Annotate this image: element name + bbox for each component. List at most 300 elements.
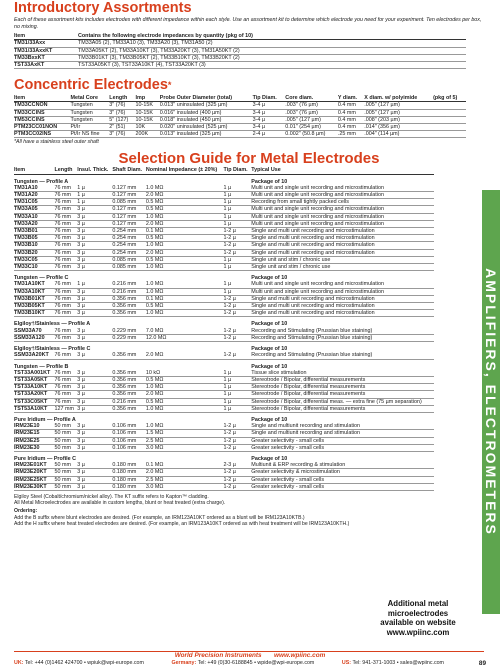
electrode-cell: 1.0 MΩ (146, 423, 224, 430)
electrode-cell: Greater selectivity - small cells (251, 476, 434, 483)
electrode-cell: 76 mm (55, 213, 78, 220)
concentric-cell: Tungsten (70, 102, 109, 109)
concentric-cell (433, 109, 466, 116)
electrode-cell: 76 mm (55, 391, 78, 398)
selection-group-header (14, 412, 434, 423)
electrode-cell: 3 µ (77, 295, 112, 302)
page-footer (0, 651, 500, 669)
electrode-cell: 76 mm (55, 185, 78, 192)
concentric-row (14, 124, 466, 131)
electrode-cell: 1-2 µ (224, 334, 252, 341)
concentric-cell: 10-15K (136, 109, 160, 116)
footer-contacts (14, 660, 444, 666)
selection-group-header (14, 174, 434, 185)
concentric-cell: .005" (127 µm) (364, 102, 433, 109)
electrode-cell: 3 µ (77, 228, 112, 235)
electrode-cell: 76 mm (55, 206, 78, 213)
electrode-cell: 50 mm (55, 462, 78, 469)
ordering-title: Ordering: (14, 508, 38, 515)
electrode-cell: 3 µ (77, 423, 112, 430)
electrode-row (14, 469, 434, 476)
selection-col-header: Insul. Thick. (77, 167, 112, 174)
electrode-cell: Multi unit and single unit recording and microstimulation (251, 185, 434, 192)
concentric-cell: .003" (76 µm) (285, 102, 338, 109)
electrode-row (14, 352, 434, 359)
electrode-cell: 3 µ (77, 242, 112, 249)
group-package: Package of 10 (251, 363, 288, 370)
electrode-cell: 76 mm (55, 256, 78, 263)
footnote-custom: All Metal Microelectrodes are available in custom lengths, blunt or heat treated (extra charge). (14, 500, 226, 507)
electrode-cell: 76 mm (55, 328, 78, 335)
concentric-cell: 200K (136, 131, 160, 138)
electrode-row (14, 213, 434, 220)
electrode-row (14, 249, 434, 256)
electrode-cell: 0.5 MΩ (146, 303, 224, 310)
electrode-cell: Greater selectivity & microstimulation (251, 469, 434, 476)
electrode-row (14, 444, 434, 451)
electrode-row (14, 192, 434, 199)
electrode-cell: 1.0 MΩ (146, 384, 224, 391)
electrode-item-code: TST53A10KT (14, 405, 55, 412)
electrode-cell: Single and multi unit recording and microstimulation (251, 242, 434, 249)
group-package: Package of 10 (251, 178, 288, 185)
electrode-cell: 0.180 mm (112, 469, 146, 476)
concentric-cell: 2-4 µ (253, 131, 286, 138)
electrode-cell: 76 mm (55, 281, 78, 288)
electrode-cell: 3 µ (77, 334, 112, 341)
electrode-item-code: IRM23E01KT (14, 462, 55, 469)
electrode-cell: 1.0 MΩ (146, 213, 224, 220)
section-side-tab (482, 190, 500, 614)
selection-table (14, 167, 434, 491)
electrode-cell: 3 µ (77, 405, 112, 412)
electrode-cell: 76 mm (55, 199, 78, 206)
electrode-cell: 1 µ (77, 185, 112, 192)
electrode-cell: 1.0 MΩ (146, 288, 224, 295)
electrode-item-code: TST33C05KT (14, 398, 55, 405)
concentric-cell (433, 102, 466, 109)
electrode-cell: 1-2 µ (224, 228, 252, 235)
selection-col-header: Length (55, 167, 78, 174)
electrode-cell: 76 mm (55, 384, 78, 391)
electrode-cell: 1.0 MΩ (146, 310, 224, 317)
concentric-cell: .008" (203 µm) (364, 116, 433, 123)
electrode-cell: 1-2 µ (224, 483, 252, 490)
electrode-cell: 2.0 MΩ (146, 469, 224, 476)
electrode-cell: 3 µ (77, 444, 112, 451)
electrode-cell: 3 µ (77, 469, 112, 476)
concentric-cell: Pt/Ir NS fine (70, 131, 109, 138)
electrode-item-code: SSM33A70 (14, 328, 55, 335)
electrode-cell: 76 mm (55, 334, 78, 341)
electrode-item-code: TM33B05 (14, 235, 55, 242)
electrode-cell: 0.127 mm (112, 206, 146, 213)
electrode-item-code: TM33A05 (14, 206, 55, 213)
electrode-cell: 1 µ (224, 370, 252, 377)
electrode-cell: 76 mm (55, 264, 78, 271)
intro-item-code: TST33AxKT (14, 62, 78, 69)
electrode-cell: 3 µ (77, 352, 112, 359)
selection-group-header (14, 342, 434, 353)
electrode-cell: 0.254 mm (112, 235, 146, 242)
concentric-cell: 0.4 mm (338, 116, 364, 123)
concentric-cell: .005" (127 µm) (364, 109, 433, 116)
electrode-cell: 1 µ (77, 281, 112, 288)
concentric-cell (433, 116, 466, 123)
electrode-cell: 3 µ (77, 384, 112, 391)
electrode-cell: 3 µ (77, 398, 112, 405)
intro-col-item: Item (14, 33, 78, 40)
electrode-cell: 76 mm (55, 295, 78, 302)
electrode-cell: Stereotrode / Bipolar, differential measurements (251, 391, 434, 398)
electrode-cell: 2.0 MΩ (146, 352, 224, 359)
electrode-cell: 0.106 mm (112, 423, 146, 430)
intro-item-code: TM33BxxKT (14, 54, 78, 61)
electrode-item-code: SSM33A20KT (14, 352, 55, 359)
electrode-cell: 0.106 mm (112, 444, 146, 451)
electrode-cell: 1 µ (77, 192, 112, 199)
electrode-cell: Stereotrode / Bipolar, differential measurements (251, 384, 434, 391)
electrode-cell: Multi unit and single unit recording and microstimulation (251, 281, 434, 288)
electrode-row (14, 303, 434, 310)
group-package: Package of 10 (251, 416, 288, 423)
electrode-cell: 3 µ (77, 483, 112, 490)
electrode-cell: 2.0 MΩ (146, 391, 224, 398)
concentric-item-code: PTM3CC02INS (14, 131, 70, 138)
selection-group-header (14, 317, 434, 328)
concentric-row (14, 109, 466, 116)
electrode-cell: 0.180 mm (112, 462, 146, 469)
electrode-cell: 3 µ (77, 476, 112, 483)
electrode-cell: 76 mm (55, 228, 78, 235)
electrode-cell: 0.180 mm (112, 476, 146, 483)
intro-row (14, 47, 466, 54)
electrode-item-code: IRM23E10 (14, 423, 55, 430)
electrode-cell: 1.0 MΩ (146, 185, 224, 192)
electrode-cell: 50 mm (55, 476, 78, 483)
electrode-cell: 12.0 MΩ (146, 334, 224, 341)
electrode-cell: 0.356 mm (112, 295, 146, 302)
concentric-row (14, 116, 466, 123)
electrode-item-code: TST33A20KT (14, 391, 55, 398)
electrode-cell: 1 µ (224, 384, 252, 391)
electrode-cell: 1-2 µ (224, 249, 252, 256)
selection-col-header: Item (14, 167, 55, 174)
concentric-col-header: Y diam. (338, 95, 364, 102)
electrode-cell: Recording from small tightly packed cells (251, 199, 434, 206)
concentric-cell: 3" (76) (109, 102, 135, 109)
selection-col-header: Tip Diam. (224, 167, 252, 174)
electrode-row (14, 264, 434, 271)
electrode-cell: 0.216 mm (112, 288, 146, 295)
electrode-cell: Single and multiunit recording and stimulation (251, 423, 434, 430)
electrode-cell: Multi unit and single unit recording and microstimulation (251, 220, 434, 227)
concentric-cell: 3" (76) (109, 131, 135, 138)
group-package: Package of 10 (251, 321, 288, 328)
electrode-cell: 0.180 mm (112, 483, 146, 490)
selection-col-header: Typical Use (251, 167, 434, 174)
electrode-cell: 0.5 MΩ (146, 235, 224, 242)
electrode-cell: Greater selectivity - small cells (251, 437, 434, 444)
electrode-cell: Multi unit and single unit recording and microstimulation (251, 288, 434, 295)
electrode-item-code: TM33A10 (14, 213, 55, 220)
group-package: Package of 10 (251, 275, 288, 282)
concentric-cell: 0.4 mm (338, 109, 364, 116)
electrode-item-code: TM33A10KT (14, 288, 55, 295)
electrode-cell: 1 µ (224, 213, 252, 220)
electrode-item-code: IRM23E20KT (14, 469, 55, 476)
concentric-cell: 10-15K (136, 116, 160, 123)
intro-contents: TST33A05KT (3), TST33A10KT (4), TST33A20KT (3) (78, 62, 466, 69)
electrode-row (14, 370, 434, 377)
electrode-cell: 1 µ (224, 405, 252, 412)
electrode-item-code: TM33B05KT (14, 303, 55, 310)
electrode-item-code: IRM23E15 (14, 430, 55, 437)
electrode-cell: 0.216 mm (112, 281, 146, 288)
electrode-cell: Stereotrode / Bipolar, differential measurements (251, 405, 434, 412)
electrode-row (14, 242, 434, 249)
electrode-cell: 3.0 MΩ (146, 444, 224, 451)
intro-description: Each of these assortment kits includes electrodes with different impedance within each style. Use an assortment kit to determine which electrode you need for your experiment. Ten electrodes per box, no mixing. (14, 17, 482, 30)
group-name: Pure Iridium — Profile C (14, 455, 77, 462)
electrode-item-code: TM31A10KT (14, 281, 55, 288)
electrode-cell: Recording and Stimulating (Prussian blue staining) (251, 334, 434, 341)
concentric-row (14, 102, 466, 109)
electrode-row (14, 334, 434, 341)
electrode-cell: 50 mm (55, 469, 78, 476)
concentric-col-header: (pkg of 5) (433, 95, 466, 102)
concentric-item-code: TM33CCNON (14, 102, 70, 109)
electrode-row (14, 328, 434, 335)
electrode-item-code: TM31A20 (14, 192, 55, 199)
electrode-cell: 0.106 mm (112, 437, 146, 444)
electrode-row (14, 437, 434, 444)
concentric-item-code: PTM23CC01NON (14, 124, 70, 131)
electrode-row (14, 398, 434, 405)
group-name: Tungsten — Profile A (14, 178, 69, 185)
concentric-cell: Tungsten (70, 116, 109, 123)
intro-row (14, 40, 466, 47)
group-name: Pure Iridium — Profile A (14, 416, 76, 423)
electrode-cell: 1 µ (224, 192, 252, 199)
electrode-cell: 1-2 µ (224, 444, 252, 451)
electrode-cell: 76 mm (55, 310, 78, 317)
selection-footnotes (14, 494, 444, 527)
electrode-cell: 1 µ (224, 398, 252, 405)
electrode-item-code: TM33B10 (14, 242, 55, 249)
selection-group-header (14, 451, 434, 462)
ordering-blunt: Add the B suffix where blunt electrodes are desired. (For example, an IRM123A10KT ordered as a blunt will be IRM123A10KTB.) (14, 514, 305, 521)
electrode-cell: 1-2 µ (224, 328, 252, 335)
electrode-cell: 1-2 µ (224, 235, 252, 242)
electrode-row (14, 423, 434, 430)
electrode-cell: 1.0 MΩ (146, 264, 224, 271)
concentric-cell: .014" (356 µm) (364, 124, 433, 131)
electrode-row (14, 310, 434, 317)
electrode-cell: 1.0 MΩ (146, 281, 224, 288)
electrode-cell: 0.356 mm (112, 310, 146, 317)
electrode-row (14, 295, 434, 302)
electrode-cell: 76 mm (55, 242, 78, 249)
concentric-col-header: X diam. w/ polyimide (364, 95, 433, 102)
electrode-cell: 3 µ (77, 213, 112, 220)
concentric-cell: 2" (51) (109, 124, 135, 131)
electrode-cell: 1-2 µ (224, 430, 252, 437)
electrode-cell: 76 mm (55, 352, 78, 359)
intro-item-code: TM31/33AxxKT (14, 47, 78, 54)
electrode-cell: 0.5 MΩ (146, 398, 224, 405)
electrode-cell: Single and multi unit recording and microstimulation (251, 235, 434, 242)
electrode-cell: 1-2 µ (224, 303, 252, 310)
electrode-cell: 0.085 mm (112, 256, 146, 263)
electrode-cell: 1-2 µ (224, 310, 252, 317)
electrode-cell: 3 µ (77, 288, 112, 295)
electrode-cell: 1-2 µ (224, 295, 252, 302)
electrode-cell: Multi unit and single unit recording and microstimulation (251, 192, 434, 199)
electrode-item-code: TST33A10KT (14, 384, 55, 391)
electrode-item-code: TM33C10 (14, 264, 55, 271)
selection-col-header: Nominal Impedance (± 20%) (146, 167, 224, 174)
electrode-cell: 3 µ (77, 249, 112, 256)
electrode-row (14, 391, 434, 398)
electrode-cell: 50 mm (55, 437, 78, 444)
concentric-cell: 0.013" uninsulated (325 µm) (160, 102, 253, 109)
concentric-table (14, 95, 466, 138)
electrode-row (14, 288, 434, 295)
electrode-cell: Greater selectivity - small cells (251, 483, 434, 490)
electrode-cell: 1-2 µ (224, 469, 252, 476)
electrode-cell: 10 kΩ (146, 370, 224, 377)
concentric-cell: 0.4 mm (338, 124, 364, 131)
electrode-cell: 0.356 mm (112, 405, 146, 412)
footnote-elgiloy: Elgiloy Steel (Cobalt/chromium/nickel alloy). The KT suffix refers to Kapton™ cladding. (14, 493, 209, 500)
footer-uk: UK: Tel: +44 (0)1462 424700 • wpiuk@wpi-europe.com (14, 660, 144, 666)
electrode-row (14, 256, 434, 263)
electrode-cell: 1 µ (224, 264, 252, 271)
electrode-cell: 3 µ (77, 391, 112, 398)
electrode-item-code: IRM23E30KT (14, 483, 55, 490)
electrode-cell: 76 mm (55, 235, 78, 242)
electrode-cell: 3 µ (77, 328, 112, 335)
electrode-cell: 1 µ (224, 288, 252, 295)
electrode-cell: 76 mm (55, 288, 78, 295)
concentric-col-header: Metal Core (70, 95, 109, 102)
electrode-item-code: TM33B01KT (14, 295, 55, 302)
concentric-col-header: Item (14, 95, 70, 102)
selection-title: Selection Guide for Metal Electrodes (118, 150, 380, 168)
electrode-cell: Greater selectivity - small cells (251, 444, 434, 451)
electrode-cell: Single unit and stim / chronic use (251, 256, 434, 263)
electrode-row (14, 235, 434, 242)
electrode-cell: 0.085 mm (112, 199, 146, 206)
electrode-row (14, 185, 434, 192)
electrode-cell: 2.5 MΩ (146, 476, 224, 483)
electrode-row (14, 228, 434, 235)
electrode-cell: Stereotrode / Bipolar, differential measurements (251, 376, 434, 383)
electrode-cell: 50 mm (55, 444, 78, 451)
electrode-cell: 76 mm (55, 249, 78, 256)
concentric-cell: 0.4 mm (338, 102, 364, 109)
electrode-cell: 1-2 µ (224, 423, 252, 430)
electrode-cell: 7.0 MΩ (146, 328, 224, 335)
electrode-cell: Single and multiunit recording and stimulation (251, 430, 434, 437)
electrode-cell: 76 mm (55, 303, 78, 310)
electrode-cell: 0.254 mm (112, 249, 146, 256)
electrode-cell: 127 mm (55, 405, 78, 412)
concentric-cell: .005" (127 µm) (285, 116, 338, 123)
group-name: Elgiloy†/Stainless — Profile A (14, 321, 91, 328)
electrode-item-code: TST33A05KT (14, 376, 55, 383)
footer-germany: Germany: Tel: +49 (0)30-6188845 • wpide@wpi-europe.com (171, 660, 315, 666)
electrode-row (14, 376, 434, 383)
concentric-cell: .003" (76 µm) (285, 109, 338, 116)
concentric-cell: 0.020" uninsulated (525 µm) (160, 124, 253, 131)
electrode-cell: 3 µ (77, 376, 112, 383)
concentric-item-code: TM53CCINS (14, 116, 70, 123)
concentric-cell: 3-4 µ (253, 124, 286, 131)
electrode-cell: 3 µ (77, 256, 112, 263)
electrode-cell: 1 µ (224, 376, 252, 383)
electrode-cell: 50 mm (55, 430, 78, 437)
concentric-cell: 0.01" (254 µm) (285, 124, 338, 131)
electrode-item-code: TM33A20 (14, 220, 55, 227)
electrode-cell: 76 mm (55, 370, 78, 377)
concentric-cell: 3-4 µ (253, 102, 286, 109)
electrode-cell: 0.229 mm (112, 328, 146, 335)
electrode-cell: 1 µ (77, 199, 112, 206)
electrode-row (14, 281, 434, 288)
electrode-row (14, 199, 434, 206)
electrode-cell: 3 µ (77, 462, 112, 469)
electrode-cell: Single and multi unit recording and microstimulation (251, 303, 434, 310)
selection-group-header (14, 359, 434, 370)
promo-website-link[interactable]: www.wpiinc.com (386, 627, 450, 637)
electrode-item-code: TM33B20 (14, 249, 55, 256)
concentric-cell: 0.002" (50.8 µm) (285, 131, 338, 138)
electrode-cell: Multi unit and single unit recording and microstimulation (251, 206, 434, 213)
electrode-cell: 0.1 MΩ (146, 462, 224, 469)
electrode-cell: 2-3 µ (224, 462, 252, 469)
electrode-item-code: TST33A001KT (14, 370, 55, 377)
footer-website-link[interactable]: www.wpiinc.com (274, 652, 326, 659)
electrode-cell: 0.254 mm (112, 242, 146, 249)
electrode-cell: 3 µ (77, 264, 112, 271)
electrode-cell: 1.0 MΩ (146, 405, 224, 412)
selection-col-header: Shaft Diam. (112, 167, 146, 174)
side-tab-label: AMPLIFIERS, ELECTROMETERS (483, 268, 499, 536)
electrode-item-code: TM33B10KT (14, 310, 55, 317)
electrode-item-code: TM33C05 (14, 256, 55, 263)
intro-row (14, 62, 466, 69)
electrode-cell: Recording and Stimulating (Prussian blue staining) (251, 328, 434, 335)
electrode-item-code: TM31C05 (14, 199, 55, 206)
electrode-cell: 1-2 µ (224, 437, 252, 444)
electrode-cell: 50 mm (55, 423, 78, 430)
concentric-cell: 10K (136, 124, 160, 131)
electrode-item-code: IRM23E25KT (14, 476, 55, 483)
electrode-cell: 2.0 MΩ (146, 249, 224, 256)
electrode-cell: 3 µ (77, 310, 112, 317)
intro-table (14, 33, 466, 69)
electrode-cell: 1 µ (224, 256, 252, 263)
electrode-cell: 3 µ (77, 235, 112, 242)
group-package: Package of 10 (251, 346, 288, 353)
electrode-row (14, 384, 434, 391)
electrode-cell: Single unit and stim / chronic use (251, 264, 434, 271)
electrode-cell: 0.106 mm (112, 430, 146, 437)
concentric-cell: Pt/Ir (70, 124, 109, 131)
concentric-cell: 3" (76) (109, 109, 135, 116)
